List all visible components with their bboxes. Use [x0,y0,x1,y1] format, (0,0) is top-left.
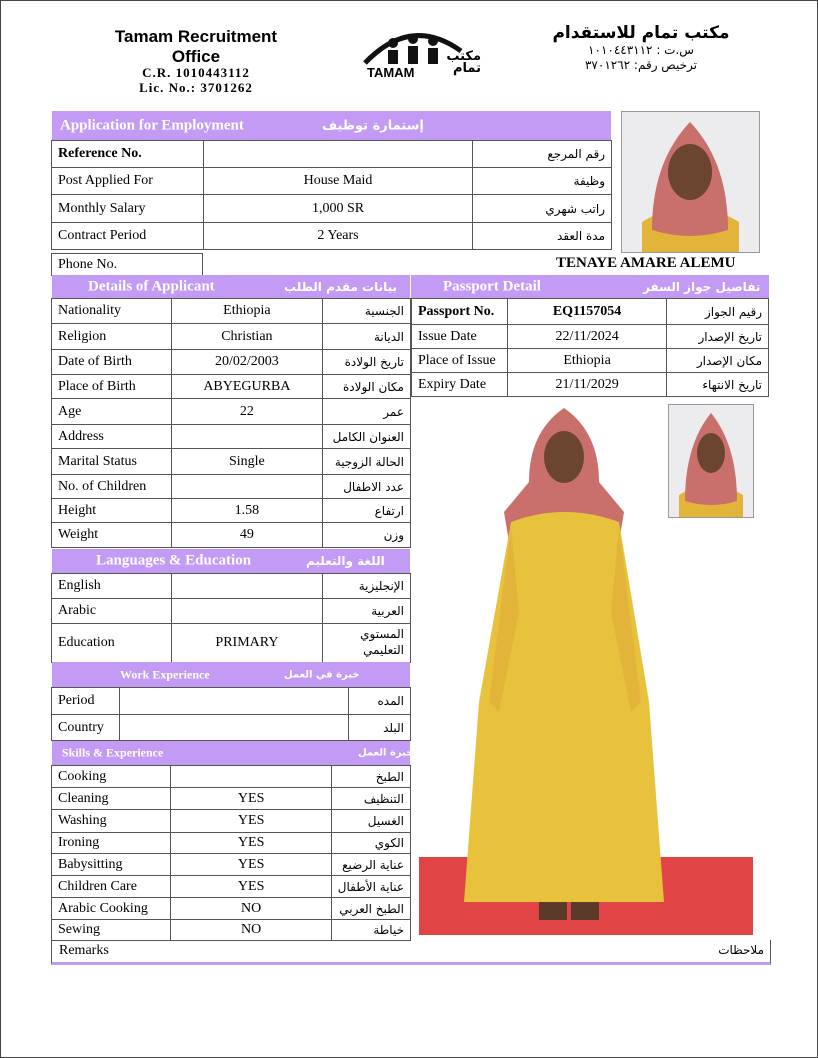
table-row [52,920,411,941]
post-label-ar: وظيفة [473,168,612,195]
table-row [52,475,411,499]
table-row [52,876,411,898]
table-row [52,195,612,223]
work-title-en: Work Experience [120,667,210,681]
dob-label-ar: تاريخ الولادة [323,350,411,375]
babysitting-label: Babysitting [52,854,171,876]
arabic-label-ar: العربية [323,599,411,624]
arabic-cooking-label: Arabic Cooking [52,898,171,920]
place-issue-label-ar: مكان الإصدار [667,349,769,373]
religion-label: Religion [52,324,172,350]
religion-value: Christian [171,324,322,350]
reference-value [203,141,472,168]
table-row [52,833,411,854]
arabic-label: Arabic [52,599,172,624]
office-cr-en: C.R. 1010443112 [142,65,250,81]
period-label-ar: المده [349,688,411,715]
phone-table [51,253,203,276]
table-row [52,223,612,250]
children-label: No. of Children [52,475,172,499]
pob-value: ABYEGURBA [171,375,322,399]
passport-no-label: Passport No. [412,299,508,325]
religion-label-ar: الديانة [323,324,411,350]
dob-label: Date of Birth [52,350,172,375]
languages-header [52,549,410,573]
age-label-ar: عمر [323,399,411,425]
table-row [52,399,411,425]
place-issue-label: Place of Issue [412,349,508,373]
office-lic-ar: ترخيص رقم: ٣٧٠١٢٦٢ [584,57,697,72]
table-row [52,499,411,523]
table-row [52,898,411,920]
logo-text-ar: مكتب تمام [446,49,481,76]
english-label: English [52,574,172,599]
place-issue-value: Ethiopia [507,349,666,373]
contract-label-ar: مدة العقد [473,223,612,250]
country-value [119,715,348,741]
skills-header [52,741,414,765]
education-label-ar: المستوي التعليمي [323,624,411,663]
table-row [52,766,411,788]
address-label-ar: العنوان الكامل [323,425,411,449]
cooking-value [171,766,331,788]
issue-date-label-ar: تاريخ الإصدار [667,325,769,349]
office-name-en: Tamam Recruitment Office [114,27,278,66]
passport-title-ar: تفاصيل جواز السفر [643,279,761,294]
table-row [52,810,411,833]
passport-title-en: Passport Detail [443,278,541,294]
contract-label: Contract Period [52,223,204,250]
tamam-logo [361,21,486,81]
age-label: Age [52,399,172,425]
age-value: 22 [171,399,322,425]
height-label: Height [52,499,172,523]
washing-value: YES [171,810,331,833]
table-row [52,449,411,475]
application-title-en: Application for Employment [60,117,244,133]
arabic-value [171,599,323,624]
contract-value: 2 Years [203,223,472,250]
cleaning-label: Cleaning [52,788,171,810]
table-row [412,373,769,397]
cleaning-value: YES [171,788,331,810]
table-row [52,523,411,548]
issue-date-label: Issue Date [412,325,508,349]
english-value [171,574,323,599]
table-row [52,350,411,375]
logo-text-en: TAMAM [367,65,415,80]
skills-title-en: Skills & Experience [62,745,164,760]
children-care-label-ar: عناية الأطفال [331,876,410,898]
nationality-value: Ethiopia [171,299,322,324]
details-table [51,298,411,548]
table-row [52,299,411,324]
arabic-cooking-label-ar: الطبخ العربي [331,898,410,920]
nationality-label: Nationality [52,299,172,324]
office-header-ar [531,23,751,72]
sewing-label-ar: خياطة [331,920,410,941]
salary-label-ar: راتب شهري [473,195,612,223]
passport-photo [621,111,760,253]
languages-title-ar: اللغة والتعليم [306,554,385,568]
pob-label: Place of Birth [52,375,172,399]
applicant-name: TENAYE AMARE ALEMU [556,255,736,271]
marital-label: Marital Status [52,449,172,475]
table-row [52,715,411,741]
address-value [171,425,322,449]
children-value [171,475,322,499]
weight-value: 49 [171,523,322,548]
expiry-label: Expiry Date [412,373,508,397]
ironing-value: YES [171,833,331,854]
details-title-ar: بيانات مقدم الطلب [284,279,398,294]
salary-label: Monthly Salary [52,195,204,223]
table-row [52,324,411,350]
work-header [52,662,410,687]
details-title-en: Details of Applicant [88,278,215,294]
post-value: House Maid [203,168,472,195]
work-title-ar: خبرة في العمل [284,669,360,680]
table-row [52,599,411,624]
period-value [119,688,348,715]
table-row [52,375,411,399]
children-care-value: YES [171,876,331,898]
children-care-label: Children Care [52,876,171,898]
table-row [412,299,769,325]
languages-title-en: Languages & Education [96,552,252,569]
passport-header [411,275,769,298]
table-row [52,425,411,449]
marital-label-ar: الحالة الزوجية [323,449,411,475]
ironing-label: Ironing [52,833,171,854]
post-label: Post Applied For [52,168,204,195]
table-row [52,574,411,599]
nationality-label-ar: الجنسية [323,299,411,324]
expiry-label-ar: تاريخ الانتهاء [667,373,769,397]
washing-label: Washing [52,810,171,833]
passport-no-label-ar: رقيم الجواز [667,299,769,325]
expiry-value: 21/11/2029 [507,373,666,397]
height-label-ar: ارتفاع [323,499,411,523]
reference-label-ar: رقم المرجع [473,141,612,168]
country-label: Country [52,715,120,741]
work-table [51,687,411,741]
table-row [412,325,769,349]
table-row [412,349,769,373]
pob-label-ar: مكان الولادة [323,375,411,399]
remarks-label: Remarks [59,943,109,958]
dob-value: 20/02/2003 [171,350,322,375]
sewing-value: NO [171,920,331,941]
salary-value: 1,000 SR [203,195,472,223]
children-label-ar: عدد الاطفال [323,475,411,499]
reference-label: Reference No. [52,141,204,168]
inset-photo [668,404,754,518]
office-name-ar: مكتب تمام للاستقدام [552,23,730,43]
details-header [52,275,410,298]
table-row [52,788,411,810]
cooking-label: Cooking [52,766,171,788]
remarks-label-ar: ملاحظات [718,943,764,957]
cooking-label-ar: الطبخ [331,766,410,788]
ironing-label-ar: الكوي [331,833,410,854]
passport-table [411,298,769,397]
table-row [52,688,411,715]
babysitting-value: YES [171,854,331,876]
application-header [52,111,611,140]
babysitting-label-ar: عناية الرضيع [331,854,410,876]
education-value: PRIMARY [171,624,323,663]
office-header-en [91,27,301,96]
skills-table [51,765,411,941]
arabic-cooking-value: NO [171,898,331,920]
languages-table [51,573,411,663]
sewing-label: Sewing [52,920,171,941]
table-row [52,168,612,195]
country-label-ar: البلد [349,715,411,741]
remarks-row [51,940,771,965]
office-cr-ar: س.ت : ١٠١٠٤٤٣١١٢ [588,43,694,58]
application-table [51,140,612,250]
phone-label: Phone No. [52,254,203,276]
skills-title-ar: خبرة العمل [358,747,414,759]
cleaning-label-ar: التنظيف [331,788,410,810]
english-label-ar: الإنجليزية [323,574,411,599]
office-lic-en: Lic. No.: 3701262 [139,80,253,96]
table-row [52,624,411,663]
address-label: Address [52,425,172,449]
issue-date-value: 22/11/2024 [507,325,666,349]
table-row [52,141,612,168]
marital-value: Single [171,449,322,475]
period-label: Period [52,688,120,715]
table-row [52,854,411,876]
weight-label: Weight [52,523,172,548]
weight-label-ar: وزن [323,523,411,548]
application-title-ar: إستمارة توظيف [322,118,424,133]
education-label: Education [52,624,172,663]
passport-no-value: EQ1157054 [507,299,666,325]
height-value: 1.58 [171,499,322,523]
washing-label-ar: الغسيل [331,810,410,833]
